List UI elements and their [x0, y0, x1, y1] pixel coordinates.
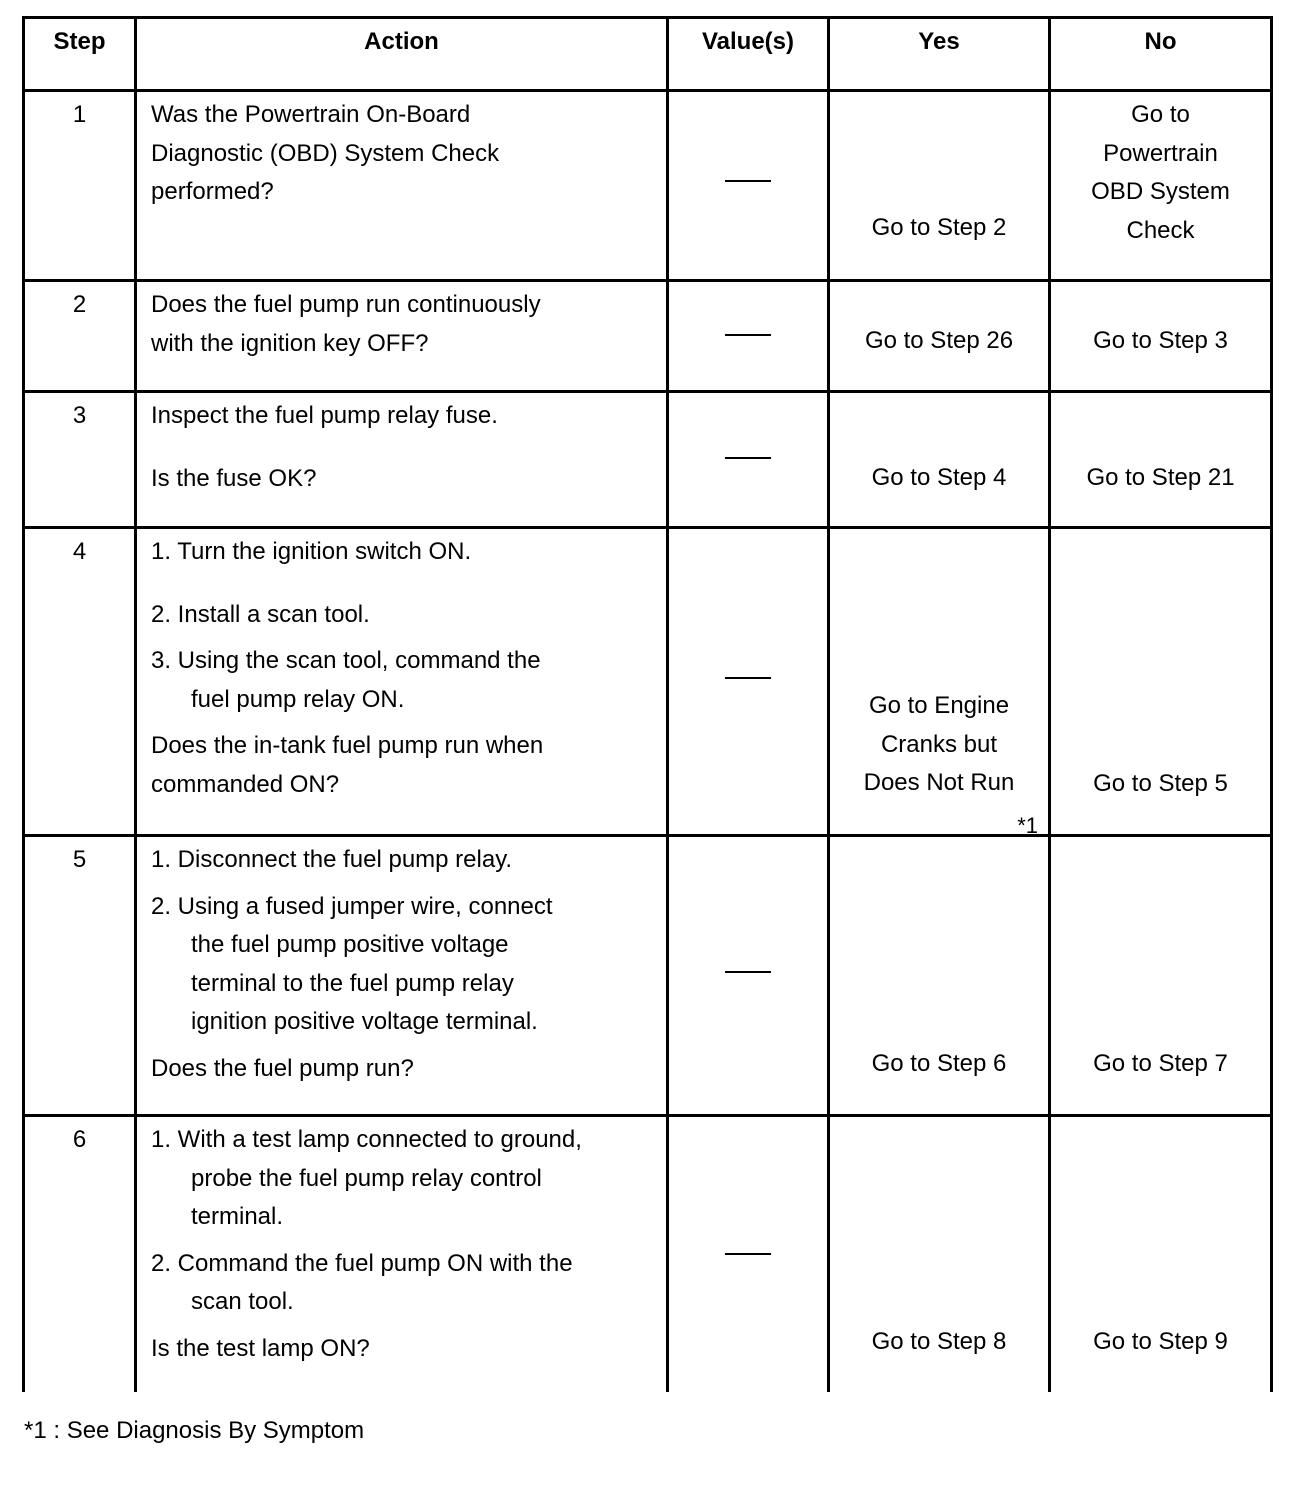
action-text: performed? [151, 178, 274, 205]
action-text: Is the fuse OK? [151, 464, 317, 492]
action-text: Is the test lamp ON? [151, 1334, 370, 1362]
no-cell [1050, 91, 1272, 281]
no-text: Go to Step 9 [1093, 1328, 1228, 1355]
action-cell [136, 1116, 668, 1392]
action-text: Diagnostic (OBD) System Check [151, 139, 500, 167]
action-cell [136, 91, 668, 281]
action-text: Was the Powertrain On-Board [151, 101, 471, 128]
action-text: ignition positive voltage terminal. [191, 1008, 538, 1035]
no-cell [1050, 836, 1272, 1116]
action-text: scan tool. [191, 1288, 294, 1315]
no-cell [1050, 281, 1272, 392]
action-text: 3. Using the scan tool, command the [151, 647, 541, 674]
value-cell [668, 1116, 829, 1392]
table-row [24, 836, 1272, 1116]
table-row [24, 392, 1272, 528]
step-number: 2 [24, 281, 136, 392]
no-text: Go to [1131, 101, 1190, 128]
yes-cell [829, 528, 1050, 836]
action-text: Does the in-tank fuel pump run when [151, 732, 544, 759]
value-cell [668, 836, 829, 1116]
action-text: 2. Using a fused jumper wire, connect [151, 892, 553, 920]
header-row [24, 18, 1272, 91]
no-text: Go to Step 5 [1093, 770, 1228, 797]
value-dash [725, 1253, 771, 1255]
action-text: Does the fuel pump run continuously [151, 291, 541, 318]
step-number: 4 [24, 528, 136, 836]
action-cell [136, 528, 668, 836]
yes-cell [829, 281, 1050, 392]
no-cell [1050, 528, 1272, 836]
yes-text: Does Not Run [863, 769, 1015, 796]
step-number: 1 [24, 91, 136, 281]
yes-cell [829, 392, 1050, 528]
action-text: 1. With a test lamp connected to ground, [151, 1126, 582, 1153]
action-text: 1. Disconnect the fuel pump relay. [151, 846, 513, 873]
yes-text: Cranks but [880, 730, 998, 758]
header-no: No [1050, 18, 1272, 91]
value-cell [668, 281, 829, 392]
header-values: Value(s) [668, 18, 829, 91]
action-text: 2. Command the fuel pump ON with the [151, 1249, 573, 1277]
footnote-ref: *1 [1017, 813, 1038, 838]
value-cell [668, 392, 829, 528]
table-row [24, 1116, 1272, 1392]
header-yes: Yes [829, 18, 1050, 91]
header-action: Action [136, 18, 668, 91]
action-text: probe the fuel pump relay control [191, 1164, 542, 1192]
action-text: commanded ON? [151, 770, 340, 798]
value-cell [668, 91, 829, 281]
no-cell [1050, 1116, 1272, 1392]
footnote: *1 : See Diagnosis By Symptom [24, 1417, 365, 1444]
action-cell [136, 281, 668, 392]
yes-cell [829, 836, 1050, 1116]
action-text: the fuel pump positive voltage [191, 931, 509, 958]
value-dash [725, 457, 771, 459]
action-text: fuel pump relay ON. [191, 685, 405, 713]
no-text: OBD System [1091, 178, 1230, 205]
yes-text: Go to Step 2 [871, 214, 1007, 241]
no-text: Go to Step 3 [1093, 327, 1228, 354]
action-cell [136, 392, 668, 528]
yes-text: Go to Step 4 [871, 464, 1007, 491]
value-cell [668, 528, 829, 836]
yes-text: Go to Step 6 [871, 1050, 1007, 1077]
table-row [24, 91, 1272, 281]
table-row [24, 281, 1272, 392]
no-text: Check [1126, 216, 1195, 244]
value-dash [725, 971, 771, 973]
yes-text: Go to Step 26 [864, 327, 1014, 354]
action-text: 2. Install a scan tool. [151, 600, 370, 628]
yes-cell [829, 1116, 1050, 1392]
action-text: 1. Turn the ignition switch ON. [151, 538, 472, 565]
diagnostic-table [22, 16, 1273, 1392]
table-row [24, 528, 1272, 836]
no-text: Go to Step 21 [1086, 464, 1235, 491]
action-text: Does the fuel pump run? [151, 1054, 414, 1082]
action-text: with the ignition key OFF? [151, 329, 429, 357]
value-dash [725, 180, 771, 182]
action-text: terminal to the fuel pump relay [191, 969, 514, 997]
value-dash [725, 677, 771, 679]
yes-text: Go to Step 8 [871, 1328, 1007, 1355]
step-number: 3 [24, 392, 136, 528]
no-text: Powertrain [1103, 139, 1218, 167]
yes-text: Go to Engine [868, 692, 1010, 719]
no-text: Go to Step 7 [1093, 1050, 1228, 1077]
action-text: Inspect the fuel pump relay fuse. [151, 402, 498, 429]
yes-cell [829, 91, 1050, 281]
header-step: Step [24, 18, 136, 91]
value-dash [725, 334, 771, 336]
action-text: terminal. [191, 1203, 284, 1230]
action-cell [136, 836, 668, 1116]
step-number: 5 [24, 836, 136, 1116]
step-number: 6 [24, 1116, 136, 1392]
no-cell [1050, 392, 1272, 528]
